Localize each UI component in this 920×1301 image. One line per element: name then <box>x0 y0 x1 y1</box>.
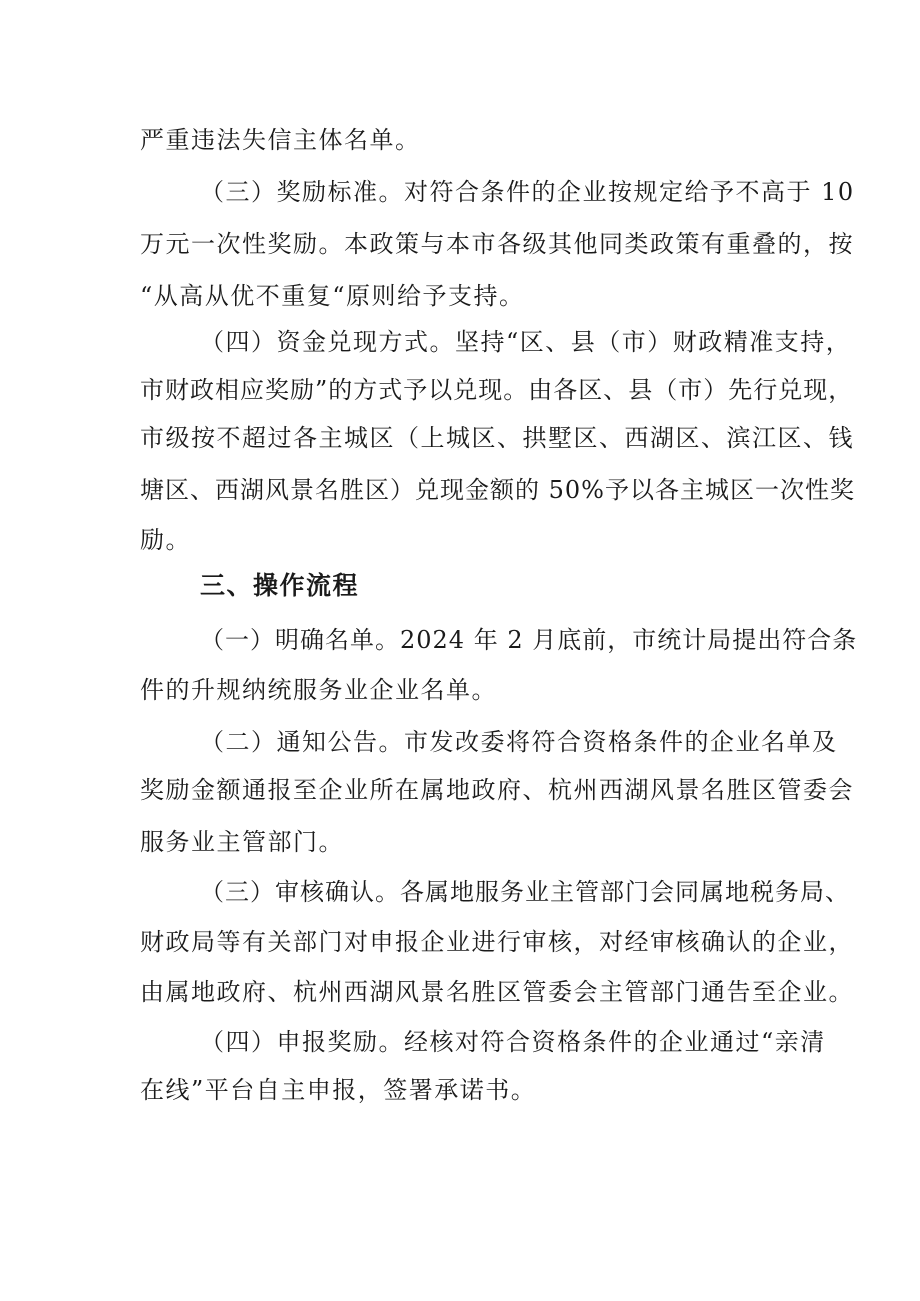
text-line: （三）奖励标准。对符合条件的企业按规定给予不高于 10 <box>200 178 855 206</box>
text-line: 件的升规纳统服务业企业名单。 <box>140 676 497 704</box>
text-line: 塘区、西湖风景名胜区）兑现金额的 50%予以各主城区一次性奖 <box>140 476 855 504</box>
text-line: 由属地政府、杭州西湖风景名胜区管委会主管部门通告至企业。 <box>140 978 854 1006</box>
text-line: （四）申报奖励。经核对符合资格条件的企业通过“亲清 <box>200 1028 826 1056</box>
text-line: 市财政相应奖励”的方式予以兑现。由各区、县（市）先行兑现， <box>140 376 854 404</box>
text-line: （二）通知公告。市发改委将符合资格条件的企业名单及 <box>200 728 838 756</box>
text-line: 市级按不超过各主城区（上城区、拱墅区、西湖区、滨江区、钱 <box>140 424 854 452</box>
section-heading: 三、操作流程 <box>200 571 360 600</box>
text-line: 财政局等有关部门对申报企业进行审核，对经审核确认的企业， <box>140 928 854 956</box>
text-line: 励。 <box>140 526 191 554</box>
text-line: 严重违法失信主体名单。 <box>140 126 421 154</box>
text-line: 在线”平台自主申报，签署承诺书。 <box>140 1076 537 1104</box>
text-line: 服务业主管部门。 <box>140 828 344 856</box>
text-line: （三）审核确认。各属地服务业主管部门会同属地税务局、 <box>200 878 850 906</box>
text-line: （四）资金兑现方式。坚持“区、县（市）财政精准支持， <box>200 328 852 356</box>
text-line: 万元一次性奖励。本政策与本市各级其他同类政策有重叠的，按 <box>140 230 854 258</box>
text-line: （一）明确名单。2024 年 2 月底前，市统计局提出符合条 <box>200 626 858 654</box>
text-line: 奖励金额通报至企业所在属地政府、杭州西湖风景名胜区管委会 <box>140 776 854 804</box>
text-line: “从高从优不重复“原则给予支持。 <box>140 282 525 310</box>
